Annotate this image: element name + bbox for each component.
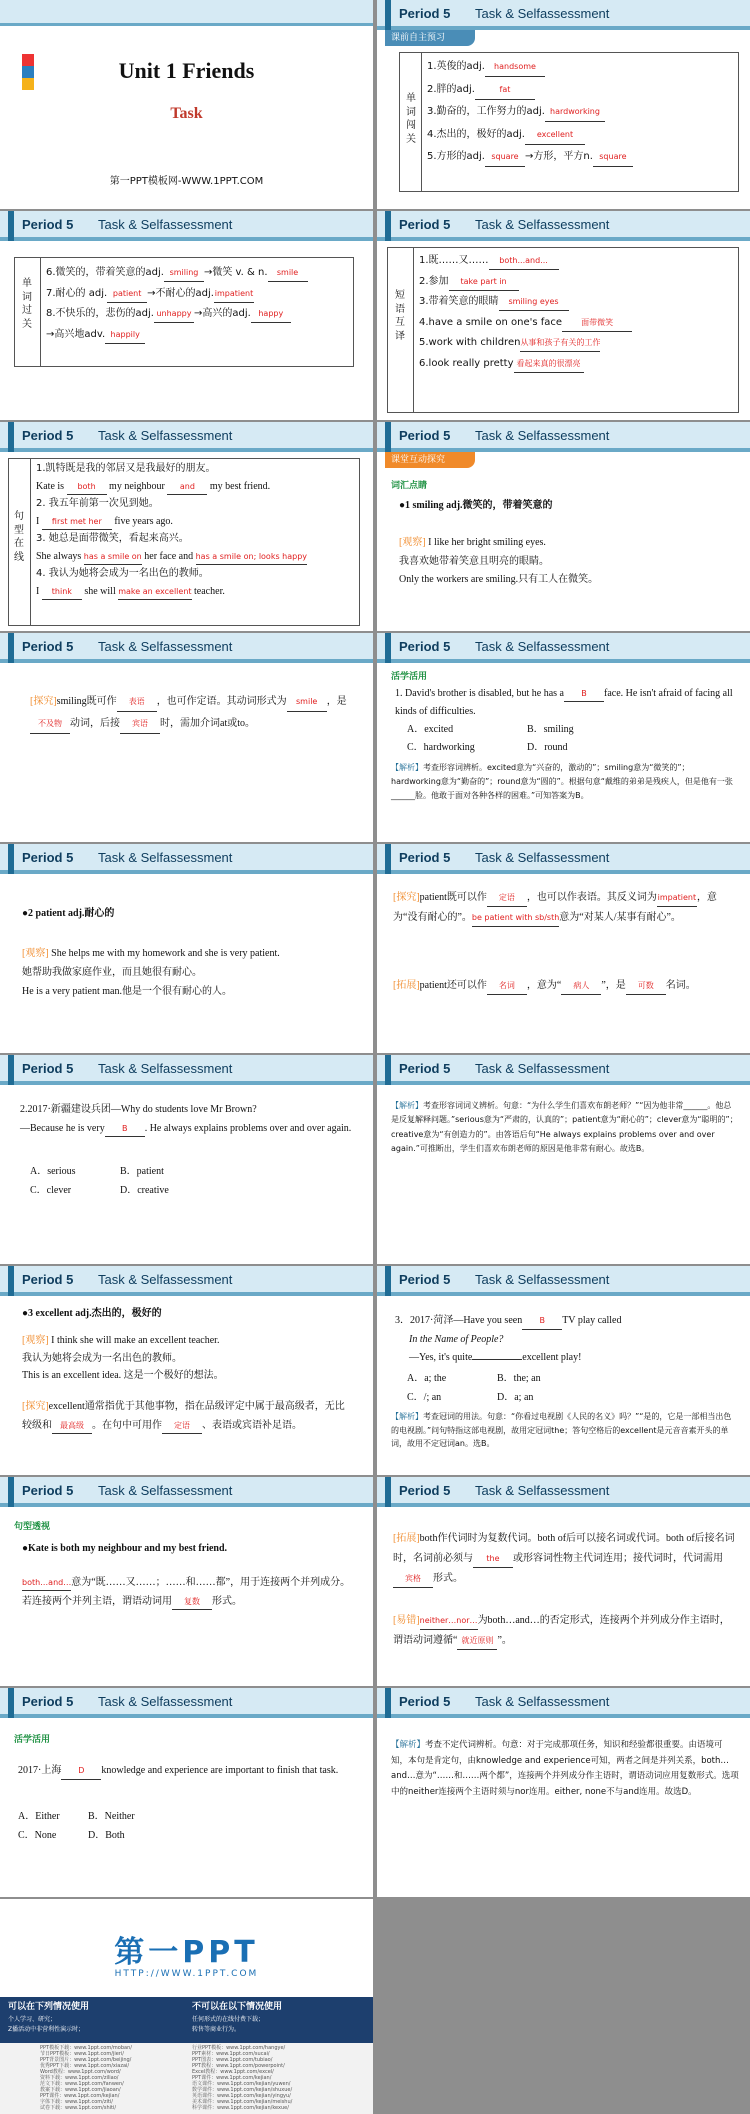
s16-a4: 就近原则 [457,1633,497,1650]
s19-l1-1: Z播活动中非营利性演示时； [8,2025,85,2033]
s4-rows-5: 6.look really pretty [419,357,514,369]
s10-a3: be patient with sb/sth [472,910,559,927]
slide-header [377,1266,750,1296]
s5-a3: has a smile on [84,550,142,565]
slide-vocab-1 [377,0,750,209]
s11-q: 2.2017·新疆建设兵团—Why do students love Mr Brown? [20,1104,257,1115]
header-period: Period 5 [399,1272,451,1287]
s5-r1: 1.凯特既是我的邻居又是我最好的朋友。 [36,463,216,474]
header-title: Task & Selfassessment [475,1694,610,1709]
s7-a4: 宾语 [120,715,160,734]
s5-r3: 3. 她总是面带微笑，看起来高兴。 [36,533,189,544]
slide-ad [0,1899,373,2114]
s14-q: 3．2017·菏泽—Have you seen [395,1315,523,1326]
s2-ans-3: excellent [525,126,585,145]
s19-links1-1: 节日PPT模板：www.1ppt.com/jieri/ [40,2051,124,2057]
header-period: Period 5 [22,850,74,865]
header-period: Period 5 [22,217,74,232]
s11-opts-2: C．clever [30,1184,72,1196]
s17-q2: knowledge and experience are important to finish that task. [101,1765,339,1776]
slide-sentence-both [0,1477,373,1686]
s9-w: ●2 patient adj.耐心的 [22,908,115,919]
s19-links1-2: PPT背景图片：www.1ppt.com/beijing/ [40,2057,132,2063]
header-title: Task & Selfassessment [475,428,610,443]
s17-opts-2: C．None [18,1829,57,1841]
s4-ans-2: smiling eyes [499,294,569,311]
s4-rows-4: 5.work with children [419,337,521,348]
s16-a2: 宾格 [393,1571,433,1588]
s13-e1: I think she will make an excellent teacher. [51,1335,220,1346]
s19-links2-2: PPT图表：www.1ppt.com/tubiao/ [192,2057,273,2063]
slide-sentences [0,422,373,631]
s8-tag: 【解析】 [391,763,423,772]
s7-a2: smile [287,693,327,712]
slide-header [0,211,373,241]
s17-q: 2017·上海 [18,1765,62,1776]
s3-r7: 7.耐心的 adj. [46,287,108,299]
slide-header [377,844,750,874]
s10-t1: patient既可以作 [419,892,487,903]
s6-e1c: 我喜欢她带着笑意且明亮的眼睛。 [399,555,549,567]
s5-r2b: I [36,515,40,527]
s5-a1: both [67,480,107,495]
table-label: 单词过关 [22,278,32,330]
s5-r4: 4. 我认为她将会成为一名出色的教师。 [36,568,209,579]
s16-a1: the [473,1551,513,1568]
header-period: Period 5 [22,1694,74,1709]
s19-l2-1: 转售等商业行为。 [192,2025,241,2033]
s11-q2: —Because he is very [20,1122,105,1134]
s7-t1: smiling既可作 [56,696,117,707]
slide-header [0,1055,373,1085]
logo-url: HTTP://WWW.1PPT.COM [114,1969,259,1979]
s11-ans: B [105,1122,145,1138]
s11-opts-0: A．serious [30,1166,76,1177]
s14-opts-3: D．a; an [497,1391,534,1403]
s17-ans: D [61,1764,101,1780]
s19-links2-9: 美术课件：www.1ppt.com/kejian/meishu/ [192,2099,293,2105]
header-period: Period 5 [22,1061,74,1076]
header-title: Task & Selfassessment [475,850,610,865]
s10-t8: 名词。 [665,980,696,991]
s19-links2-1: PPT素材：www.1ppt.com/sucai/ [192,2051,270,2057]
s17-opts-1: B．Neither [88,1811,135,1822]
header-title: Task & Selfassessment [98,217,233,232]
s4-ans-5: 看起来真的很漂亮 [514,356,584,373]
s5-a1b: and [167,480,207,495]
header-title: Task & Selfassessment [98,1483,233,1498]
table-label: 单词闯关 [406,93,416,145]
s3-r6: 6.微笑的，带着笑意的adj. [46,267,164,278]
s4-rows-0: 1.既……又…… [419,255,489,266]
s8-ans: B [564,687,604,702]
header-title: Task & Selfassessment [475,1272,610,1287]
s8-exp: 考查形容词辨析。excited意为“兴奋的，激动的”；smiling意为“微笑的”；hardworking意为“勤奋的”；round意为“圆的”。根据句意“戴维的弟弟是残疾人，但是他有一张______脸。他敢于面对各种各样的困难。”可知答案为B。 [391,763,733,800]
slide-header [377,633,750,663]
s12-tag: 【解析】 [391,1101,423,1110]
header-period: Period 5 [399,639,451,654]
slide-header [0,844,373,874]
s19-links2-4: Excel教程：www.1ppt.com/excel/ [192,2069,274,2075]
s14-q2: TV play called [562,1315,622,1326]
table-label: 句型在线 [14,511,24,563]
s8-opts-0: A．excited [407,724,454,735]
s6-obs: [观察] [399,537,426,548]
s9-e2: He is a very patient man.他是一个很有耐心的人。 [22,986,232,997]
header-title: Task & Selfassessment [475,1483,610,1498]
header-period: Period 5 [399,217,451,232]
s3-a7b: impatient [214,286,254,303]
s16-t3: 形式。 [433,1573,463,1584]
s5-r2: 2. 我五年前第一次见到她。 [36,498,159,509]
s19-links2-6: 语文课件：www.1ppt.com/kejian/yuwen/ [192,2081,291,2087]
s9-e1: She helps me with my homework and she is very patient. [51,948,280,959]
s15-sec: 句型透视 [14,1522,51,1532]
s2-ans-0: handsome [485,58,545,77]
s8-opts-3: D．round [527,742,568,753]
header-title: Task & Selfassessment [475,1061,610,1076]
s2-rows-2: 3.勤奋的，工作努力的adj. [427,106,545,117]
word-heading: ●1 smiling adj.微笑的，带着笑意的 [399,500,553,511]
s4-ans-4: 从事和孩子有关的工作 [520,335,600,352]
s15-a2: 复数 [172,1594,212,1610]
s8-sec: 活学活用 [391,672,428,682]
s13-t2: 。在句中可用作 [92,1419,162,1431]
slide-practice-1 [377,633,750,842]
s5-r4d: teacher. [194,585,225,597]
header-title: Task & Selfassessment [475,217,610,232]
s19-links1-6: 范文下载：www.1ppt.com/fanwen/ [40,2081,124,2087]
slide-header [0,422,373,452]
s5-r2c: five years ago. [114,515,173,527]
s3-r7b: →不耐心的adj. [147,287,214,299]
s14-ans: B [522,1314,562,1330]
header-period: Period 5 [22,1272,74,1287]
slide-phrases [377,211,750,420]
slide-header [0,1688,373,1718]
s13-a1: 最高级 [52,1419,92,1435]
slide-header [377,0,750,30]
s5-a2: first met her [42,515,112,530]
slide-smiling-explore [0,633,373,842]
slide-header [0,1477,373,1507]
slide-title-label: Task & Selfassessment [475,6,610,21]
header-title: Task & Selfassessment [475,639,610,654]
header-title: Task & Selfassessment [98,1272,233,1287]
s8-q: 1. David's brother is disabled, but he has a [395,688,564,699]
header-period: Period 5 [399,1694,451,1709]
s5-r1d: my best friend. [209,480,271,492]
s10-a4: 名词 [487,978,527,995]
unit-title: Unit 1 Friends [118,58,255,83]
s8-q2: face. He isn't afraid of facing all kinds of difficulties. [395,688,733,717]
header-period: Period 5 [399,428,451,443]
s5-a3b: has a smile on; looks happy [196,550,307,565]
s9-e1c: 她帮助我做家庭作业，而且她很有耐心。 [22,967,202,978]
section-badge: 课前自主预习 [385,30,475,46]
header-period: Period 5 [22,639,74,654]
header-title: Task & Selfassessment [98,1061,233,1076]
header-period: Period 5 [22,1483,74,1498]
header-period: Period 5 [22,428,74,443]
s16-t1: both作代词时为复数代词。both of后可以接名词或代词。both of后接名词时，名词前必须与 [393,1533,735,1564]
s10-a6: 可数 [626,978,666,995]
header-period: Period 5 [399,1483,451,1498]
s10-t2: ，也可以作表语。其反义词为 [526,892,657,903]
s5-r3b: She always [36,550,82,562]
section-label: 词汇点睛 [391,481,428,491]
s2-rows-0: 1.英俊的adj. [427,61,485,72]
s4-rows-1: 2.参加 [419,275,449,287]
s19-links1-8: PPT课件：www.1ppt.com/kejian/ [40,2093,120,2099]
s12-exp: 考查形容词词义辨析。句意：“为什么学生们喜欢布朗老师？”“因为他非常______。他总是反复解释问题。”serious意为“严肃的，认真的”；patient意为“耐心的”；clever意为“聪明的”；creative意为“有创造力的”。由答语后句“He always explains problems over and over again.”可推断出，学生们喜欢布朗老师的原因是他非常有耐心。故选B。 [391,1101,738,1154]
slide-vocab-2 [0,211,373,420]
logo-text: 第一PPT [114,1935,259,1970]
s5-r3c: her face and [144,550,194,562]
s2-rows-3: 4.杰出的，极好的adj. [427,128,525,140]
s14-opts-1: B．the; an [497,1373,541,1384]
s19-links2-5: PPT课件：www.1ppt.com/kejian/ [192,2075,272,2081]
s4-ans-3: 面带微笑 [562,315,632,332]
s3-a6: smiling [164,265,204,282]
s19-links1-9: 字体下载：www.1ppt.com/ziti/ [40,2099,113,2105]
s19-l2-0: 任何形式的在线付费下载； [192,2016,265,2023]
slide-practice-3 [377,1266,750,1475]
s3-a8: unhappy [154,306,194,323]
s13-t3: 、表语或宾语补足语。 [202,1419,302,1431]
s16-t5: ”。 [497,1635,512,1646]
s3-a7: patient [107,286,147,303]
s3-a6b: smile [268,265,308,282]
s16-t4: 为both…and…的否定形式，连接两个并列成分作主语时，谓语动词遵循“ [393,1615,730,1646]
s11-opts-3: D．creative [120,1184,169,1196]
s14-opts-2: C．/; an [407,1391,442,1403]
s19-links1-5: 资料下载：www.1ppt.com/ziliao/ [40,2075,119,2081]
slide-word-patient [0,844,373,1053]
header-title: Task & Selfassessment [98,428,233,443]
s14-q4: —Yes, it's quite [409,1352,473,1363]
s13-a2: 定语 [162,1419,202,1435]
task-title: Task [170,105,203,122]
s2-ans-4: square [485,148,525,167]
header-title: Task & Selfassessment [98,639,233,654]
s7-tag: [探究] [30,696,57,707]
s17-sec: 活学活用 [14,1735,51,1745]
s15-a1: both…and… [22,1575,71,1591]
s13-obs: [观察] [22,1335,49,1346]
s3-r6b: →微笑 v. & n. [203,267,268,278]
s2-rows-4: 5.方形的adj. [427,151,485,162]
s10-t5: patient还可以作 [419,980,487,991]
s8-opts-2: C．hardworking [407,742,475,753]
slide-analysis-2 [377,1055,750,1264]
slide-word-smiling [377,422,750,631]
s19-links1-7: 教案下载：www.1ppt.com/jiaoan/ [40,2087,121,2093]
slide-header [0,633,373,663]
s4-ans-0: both...and... [489,253,559,270]
s19-c2: 不可以在以下情况使用 [192,2002,283,2012]
header-period: Period 5 [399,850,451,865]
s3-r8b: →高兴的adj. [193,308,251,319]
table-label: 短语互译 [395,290,405,342]
slide-both-extend [377,1477,750,1686]
s16-t2: 或形容词性物主代词连用；接代词时，代词需用 [513,1553,723,1564]
slide-word-excellent [0,1266,373,1475]
header-period: Period 5 [399,1061,451,1076]
s13-t1: excellent通常指优于其他事物，指在品级评定中属于最高级者，无比较级和 [22,1401,345,1431]
s7-t3: ，是 [326,696,347,707]
s3-r8: 8.不快乐的，悲伤的adj. [46,308,154,319]
s7-a1: 表语 [117,693,157,712]
s17-opts-3: D．Both [88,1829,125,1841]
s13-tag: [探究] [22,1401,49,1412]
s16-tag2: [易错] [393,1615,420,1626]
s19-links2-0: 行业PPT模板：www.1ppt.com/hangye/ [192,2045,286,2051]
slide-patient-explore [377,844,750,1053]
s4-rows-3: 4.have a smile on one's face [419,316,563,328]
slide-practice-4 [0,1688,373,1897]
s14-opts-0: A．a; the [407,1373,447,1384]
s19-links2-7: 数学课件：www.1ppt.com/kejian/shuxue/ [192,2087,293,2093]
s3-r8c: →高兴地adv. [46,328,106,340]
s19-l1-0: 个人学习、研究； [8,2016,57,2023]
s19-links2-3: PPT教程：www.1ppt.com/powerpoint/ [192,2063,285,2069]
s10-t6: ，意为“ [526,980,562,991]
s11-q3: . He always explains problems over and over again. [144,1122,352,1134]
s6-e1: I like her bright smiling eyes. [428,537,546,548]
s4-ans-1: take part in [449,274,519,291]
slide-analysis-4 [377,1688,750,1897]
slide-header [377,211,750,241]
period-label: Period 5 [399,6,451,21]
s5-r4c: she will [84,585,116,597]
slide-title [0,0,373,209]
s7-t5: 时，需加介词at或to。 [160,718,255,729]
s5-r1c: my neighbour [109,480,165,492]
s19-links1-10: 试卷下载：www.1ppt.com/shiti/ [40,2105,117,2111]
s2-ans-5: square [593,148,633,167]
section-badge: 课堂互动探究 [385,452,475,468]
s2-rows-1: 2.胖的adj. [427,83,475,95]
s11-opts-1: B．patient [120,1166,164,1177]
s2-rows-5: →方形，平方n. [524,151,593,162]
s16-a3: neither…nor… [420,1613,478,1630]
slide-header [377,1477,750,1507]
s6-e2: Only the workers are smiling.只有工人在微笑。 [399,574,599,585]
s7-a3: 不及物 [30,715,70,734]
s19-links1-0: PPT模板下载：www.1ppt.com/moban/ [40,2045,132,2051]
s17-opts-0: A．Either [18,1811,60,1822]
s15-w: ●Kate is both my neighbour and my best friend. [22,1543,228,1554]
s7-t4: 动词，后接 [70,718,120,729]
slide-header [0,1266,373,1296]
s10-a1: 定语 [487,890,527,907]
s10-t3: ，意为“没有耐心的”。 [393,892,717,923]
slide-header [377,1688,750,1718]
s10-t4: 意为“对某人/某事有耐心”。 [559,912,681,923]
s2-ans-2: hardworking [545,103,605,122]
slide-practice-2 [0,1055,373,1264]
s15-t1: 意为“既……又……；……和……都”，用于连接两个并列成分。若连接两个并列主语，谓语动词用 [22,1577,351,1607]
s7-t2: ，也可作定语。其动词形式为 [156,696,287,707]
s13-w: ●3 excellent adj.杰出的，极好的 [22,1308,162,1319]
s5-a4: think [42,585,82,600]
s14-q3: In the Name of People? [409,1333,504,1345]
s10-tag: [探究] [393,892,420,903]
s19-links1-4: Word教程：www.1ppt.com/word/ [40,2069,121,2075]
s14-exp: 考查冠词的用法。句意：“你看过电视剧《人民的名义》吗？”“是的，它是一部相当出色的电视剧。”问句特指这部电视剧，故用定冠词the；答句空格后的excellent是元音音素开头的单词，故用不定冠词an。选B。 [391,1412,732,1449]
s18-tag: 【解析】 [391,1740,426,1750]
s14-q5: excellent play! [522,1352,582,1363]
s15-t2: 形式。 [212,1596,242,1607]
s9-obs: [观察] [22,948,49,959]
s5-r1b: Kate is [36,480,65,492]
s19-links2-10: 科学课件：www.1ppt.com/kejian/kexue/ [192,2105,289,2111]
s5-a4b: make an excellent [118,585,191,600]
s16-tag: [拓展] [393,1533,420,1544]
s10-tag2: [拓展] [393,980,420,991]
slide-header [377,422,750,452]
s5-r4b: I [36,585,40,597]
header-title: Task & Selfassessment [98,1694,233,1709]
s3-a8b: happy [251,306,291,323]
s10-a2: impatient [657,890,697,907]
footer-text: 第一PPT模板网-WWW.1PPT.COM [109,176,264,187]
s2-ans-1: fat [475,81,535,100]
s19-links1-3: 优秀PPT下载：www.1ppt.com/xiazai/ [40,2063,130,2069]
s10-t7: ”，是 [601,980,626,991]
s10-a5: 病人 [561,978,601,995]
s13-e1c: 我认为她将会成为一名出色的教师。 [22,1352,182,1364]
s18-exp: 考查不定代词辨析。句意：对于完成那项任务，知识和经验都很重要。由语境可知，本句是肯定句，由knowledge and experience可知，两者之间是并列关系，both…and…意为“……和……两个都”，连接两个并列成分作主语时，谓语动词应用复数形式。选项中的neither连接两个主语时须与nor连用。either, none不与and连用。故选D。 [391,1740,739,1798]
s19-c1: 可以在下列情况使用 [8,2002,90,2012]
s14-tag: 【解析】 [391,1412,423,1421]
slide-header [377,1055,750,1085]
s13-e2: This is an excellent idea. 这是一个极好的想法。 [22,1370,224,1381]
s19-links2-8: 英语课件：www.1ppt.com/kejian/yingyu/ [192,2093,291,2099]
s3-a8c: happily [105,327,145,344]
s4-rows-2: 3.带着笑意的眼睛 [419,296,499,307]
header-title: Task & Selfassessment [98,850,233,865]
s8-opts-1: B．smiling [527,724,574,735]
